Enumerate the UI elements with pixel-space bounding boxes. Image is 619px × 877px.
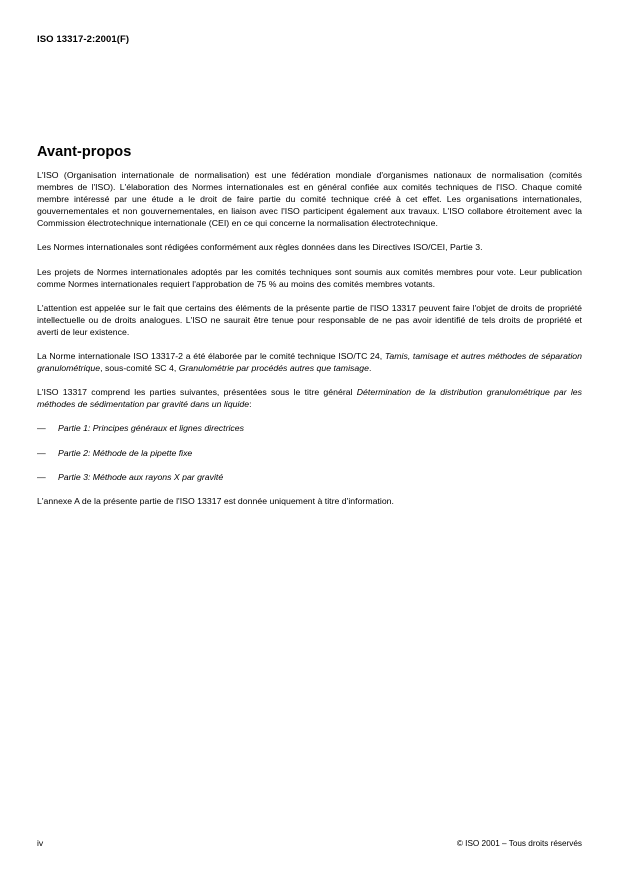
- em-dash-bullet-icon: —: [37, 447, 46, 458]
- list-item-label: Partie 1: Principes généraux et lignes directrices: [58, 423, 244, 434]
- list-item: [37, 471, 582, 483]
- list-item: [37, 447, 582, 459]
- body-content: [37, 169, 582, 507]
- paragraph-parts-intro: [37, 386, 582, 410]
- paragraph-directives: Les Normes internationales sont rédigées conformément aux règles données dans les Directives ISO/CEI, Partie 3.: [37, 242, 483, 253]
- committee-text-mid: , sous-comité SC 4,: [100, 363, 179, 374]
- list-item-label: Partie 3: Méthode aux rayons X par gravité: [58, 471, 224, 482]
- paragraph-patent-rights: L'attention est appelée sur le fait que certains des éléments de la présente partie de l'ISO 13317 peuvent faire l'objet de droits de propriété intellectuelle ou de droits analogues. L'ISO ne saurait être tenue pour responsable de ne pas avoir identifié de tels droits de propriété et averti de leur existence.: [37, 302, 582, 337]
- subcommittee-title-sc4: Granulométrie par procédés autres que tamisage: [178, 363, 369, 374]
- em-dash-bullet-icon: —: [37, 423, 46, 434]
- page-footer: [37, 838, 582, 849]
- list-item-label: Partie 2: Méthode de la pipette fixe: [58, 447, 193, 458]
- paragraph-voting: Les projets de Normes internationales adoptés par les comités techniques sont soumis aux comités membres pour vote. Leur publication comme Normes internationales requiert l'approbation de 75 % au moins des comités membres votants.: [37, 266, 582, 289]
- footer-copyright: © ISO 2001 – Tous droits réservés: [456, 839, 582, 848]
- parts-intro-lead: L'ISO 13317 comprend les parties suivantes, présentées sous le titre général: [37, 387, 357, 398]
- paragraph-committee: [37, 350, 582, 374]
- committee-text-lead: La Norme internationale ISO 13317-2 a été élaborée par le comité technique ISO/TC 24,: [37, 351, 385, 362]
- page-title: Avant-propos: [37, 143, 132, 160]
- running-header: ISO 13317-2:2001(F): [37, 34, 130, 45]
- footer-page-number: iv: [37, 838, 44, 848]
- list-item: [37, 422, 582, 434]
- paragraph-annex-a: L'annexe A de la présente partie de l'ISO 13317 est donnée uniquement à titre d'information.: [37, 495, 394, 506]
- general-title: Détermination de la distribution granulométrique par les méthodes de sédimentation par gravité dans un liquide: [37, 387, 582, 410]
- committee-text-end: .: [368, 363, 372, 374]
- committee-title-tc24: Tamis, tamisage et autres méthodes de séparation granulométrique: [37, 351, 583, 374]
- parts-intro-end: :: [249, 399, 252, 410]
- parts-list: [37, 422, 582, 482]
- paragraph-iso-definition: L'ISO (Organisation internationale de normalisation) est une fédération mondiale d'organismes nationaux de normalisation (comités membres de l'ISO). L'élaboration des Normes internationales est en général confiée aux comités techniques de l'ISO. Chaque comité membre intéressé par une étude a le droit de faire partie du comité technique créé à cet effet. Les organisations internationales, gouvernementales et non gouvernementales, en liaison avec l'ISO participent également aux travaux. L'ISO collabore étroitement avec la Commission électrotechnique internationale (CEI) en ce qui concerne la normalisation électrotechnique.: [37, 170, 582, 229]
- em-dash-bullet-icon: —: [37, 471, 46, 482]
